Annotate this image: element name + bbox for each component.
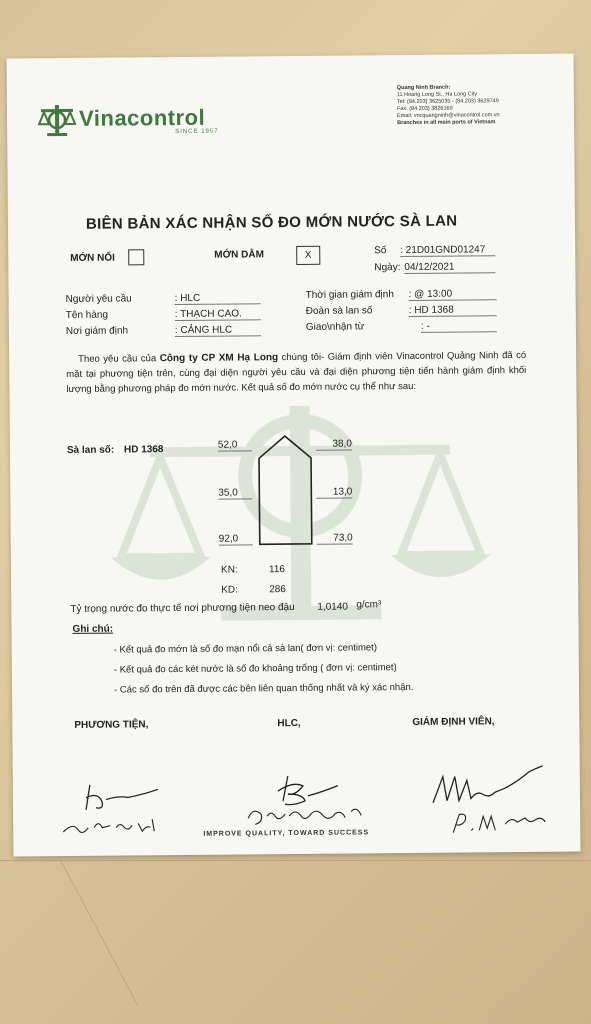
draft-left-bottom: 92,0	[219, 533, 253, 545]
branch-info	[397, 84, 567, 127]
document-title: BIÊN BẢN XÁC NHẬN SỐ ĐO MỚN NƯỚC SÀ LAN	[85, 212, 458, 233]
intro-paragraph	[66, 348, 526, 397]
draft-right-mid: 13,0	[316, 486, 352, 498]
floor-line	[60, 860, 138, 1005]
draft-right-top: 38,0	[316, 438, 352, 450]
signature-giam-dinh	[413, 754, 554, 845]
so-label: Số	[374, 245, 387, 257]
intro-prefix: Theo yêu cầu của	[78, 353, 160, 365]
company-name: Công ty CP XM Hạ Long	[159, 352, 279, 365]
ngay-value: 04/12/2021	[404, 261, 495, 274]
mon-dam-checkbox: X	[296, 246, 320, 265]
note-item: - Các số đo trên đã được các bên liên quan thống nhất và ký xác nhận.	[113, 681, 414, 696]
logo-since: SINCE 1957	[175, 128, 219, 136]
barge-id: HD 1368	[123, 444, 164, 456]
branch-line: Fax: (84.203) 3826169	[396, 105, 453, 113]
vinacontrol-logo-icon	[37, 102, 77, 138]
branch-line: Tel: (84.203) 3625035 - (84.203) 3629749	[396, 98, 499, 106]
doan-sa-lan-value: : HD 1368	[409, 304, 497, 317]
notes-title: Ghi chú:	[72, 623, 114, 635]
branch-line: Email: vncquangninh@vinacontrol.com.vn	[397, 112, 500, 120]
branch-line: Branches in all main ports of Vietnam	[397, 119, 496, 127]
kd-value: 286	[269, 584, 286, 596]
sig-label-giam-dinh: GIÁM ĐỊNH VIÊN,	[412, 716, 495, 728]
nguoi-yeu-cau-value: : HLC	[175, 292, 261, 305]
density-text: Tỷ trọng nước đo thực tế nơi phương tiện neo đậu	[70, 601, 295, 615]
intro-suffix: chúng tôi- Giám định viên Vinacontrol Quảng Ninh đã có mặt tại phương tiện trên, cùng đại diện người yêu cầu và đại diện phương tiện tiến hành giám định khối lượng bằng phương pháp đo mớn nước. Kết quả số đo mớn nước cụ thể như sau:	[66, 349, 527, 395]
noi-giam-dinh-label: Nơi giám định	[65, 325, 129, 337]
signature-phuong-tien	[58, 769, 169, 840]
thoi-gian-value: : @ 13:00	[409, 288, 497, 301]
density-unit: g/cm³	[356, 599, 382, 611]
giao-nhan-value: : -	[421, 320, 497, 333]
signature-hlc	[233, 755, 374, 836]
nguoi-yeu-cau-label: Người yêu cầu	[65, 293, 132, 305]
so-value: : 21D01GND01247	[400, 244, 495, 257]
density-value: 1,0140	[317, 601, 348, 613]
footer-slogan: IMPROVE QUALITY, TOWARD SUCCESS	[203, 829, 370, 838]
mon-dam-label: MỚN DẰM	[214, 249, 264, 261]
ten-hang-value: : THẠCH CAO.	[175, 308, 261, 321]
noi-giam-dinh-value: : CẢNG HLC	[175, 324, 261, 337]
ten-hang-label: Tên hàng	[65, 309, 109, 321]
note-item: - Kết quả đo mớn là số đo mạn nổi cả sà lan( đơn vị: centimet)	[113, 642, 378, 656]
kd-label: KD:	[221, 584, 238, 596]
ngay-label: Ngày:	[374, 262, 401, 274]
draft-right-bottom: 73,0	[317, 532, 353, 544]
note-item: - Kết quả đo các két nước là số đo khoảng trống ( đơn vị: centimet)	[113, 662, 397, 676]
logo-name: Vinacontrol	[78, 104, 206, 131]
floor-line	[0, 860, 591, 861]
mon-noi-label: MỚN NỔI	[70, 252, 115, 264]
mon-noi-checkbox	[128, 249, 144, 265]
document-paper	[7, 54, 581, 857]
notes-list	[114, 638, 414, 701]
barge-label: Sà lan số:	[66, 444, 115, 456]
branch-title: Quang Ninh Branch:	[396, 84, 451, 92]
sig-label-phuong-tien: PHƯƠNG TIỆN,	[74, 719, 149, 731]
kn-label: KN:	[220, 564, 238, 576]
branch-line: 11 Hoang Long St., Ha Long City	[396, 91, 478, 99]
draft-left-top: 52,0	[218, 439, 252, 451]
barge-diagram	[256, 434, 315, 547]
sig-label-hlc: HLC,	[277, 717, 301, 730]
giao-nhan-label: Giao\nhận từ	[305, 321, 365, 333]
thoi-gian-label: Thời gian giám định	[305, 289, 394, 301]
kn-value: 116	[268, 564, 286, 576]
doan-sa-lan-label: Đoàn sà lan số	[305, 305, 373, 317]
draft-left-mid: 35,0	[218, 487, 252, 499]
